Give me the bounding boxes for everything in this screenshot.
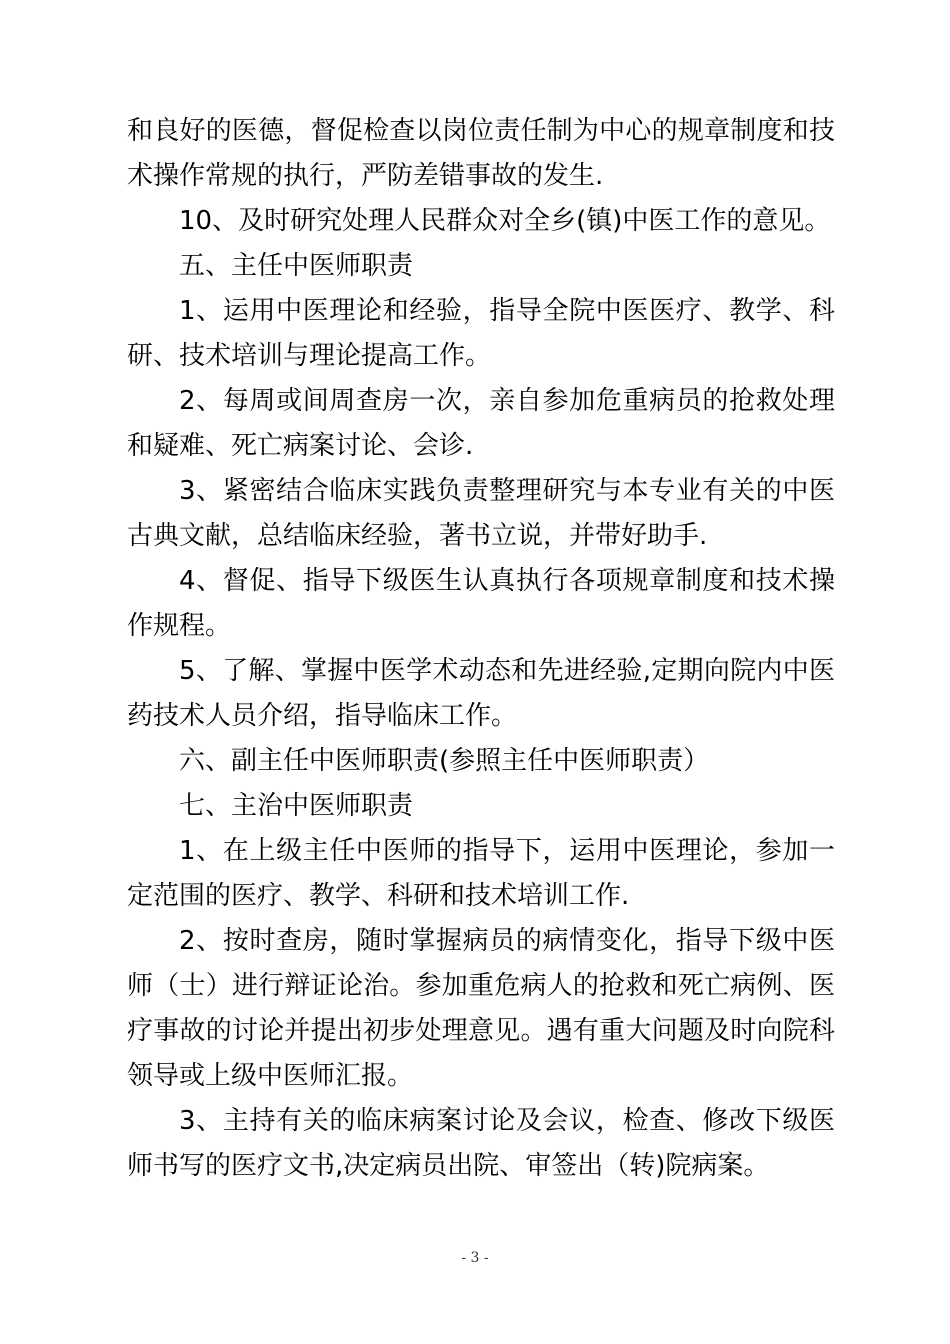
section-heading-deputy-chief-physician: 六、副主任中医师职责(参照主任中医师职责） <box>179 746 710 776</box>
paragraph-chief-duty-3: 3、紧密结合临床实践负责整理研究与本专业有关的中医古典文献，总结临床经验，著书立说，并带好助手. <box>127 476 835 551</box>
paragraph-attending-duty-3: 3、主持有关的临床病案讨论及会议，检查、修改下级医师书写的医疗文书,决定病员出院、审签出（转)院病案。 <box>127 1106 835 1181</box>
paragraph-chief-duty-5: 5、了解、掌握中医学术动态和先进经验,定期向院内中医药技术人员介绍，指导临床工作。 <box>127 656 835 731</box>
page-number: - 3 - <box>461 1250 489 1266</box>
paragraph-chief-duty-4: 4、督促、指导下级医生认真执行各项规章制度和技术操作规程。 <box>127 566 835 641</box>
paragraph-chief-duty-2: 2、每周或间周查房一次，亲自参加危重病员的抢救处理和疑难、死亡病案讨论、会诊. <box>127 386 835 461</box>
paragraph-attending-duty-1: 1、在上级主任中医师的指导下，运用中医理论，参加一定范围的医疗、教学、科研和技术培训工作. <box>127 836 835 911</box>
document-body <box>127 109 835 1189</box>
paragraph-attending-duty-2: 2、按时查房，随时掌握病员的病情变化，指导下级中医师（士）进行辩证论治。参加重危病人的抢救和死亡病例、医疗事故的讨论并提出初步处理意见。遇有重大问题及时向院科领导或上级中医师汇报。 <box>127 926 835 1091</box>
paragraph-item-10: 10、及时研究处理人民群众对全乡(镇)中医工作的意见。 <box>179 206 831 236</box>
section-heading-chief-physician: 五、主任中医师职责 <box>179 251 414 281</box>
section-heading-attending-physician: 七、主治中医师职责 <box>179 791 414 821</box>
paragraph-continuation: 和良好的医德，督促检查以岗位责任制为中心的规章制度和技术操作常规的执行，严防差错事故的发生. <box>127 116 835 191</box>
paragraph-chief-duty-1: 1、运用中医理论和经验，指导全院中医医疗、教学、科研、技术培训与理论提高工作。 <box>127 296 835 371</box>
